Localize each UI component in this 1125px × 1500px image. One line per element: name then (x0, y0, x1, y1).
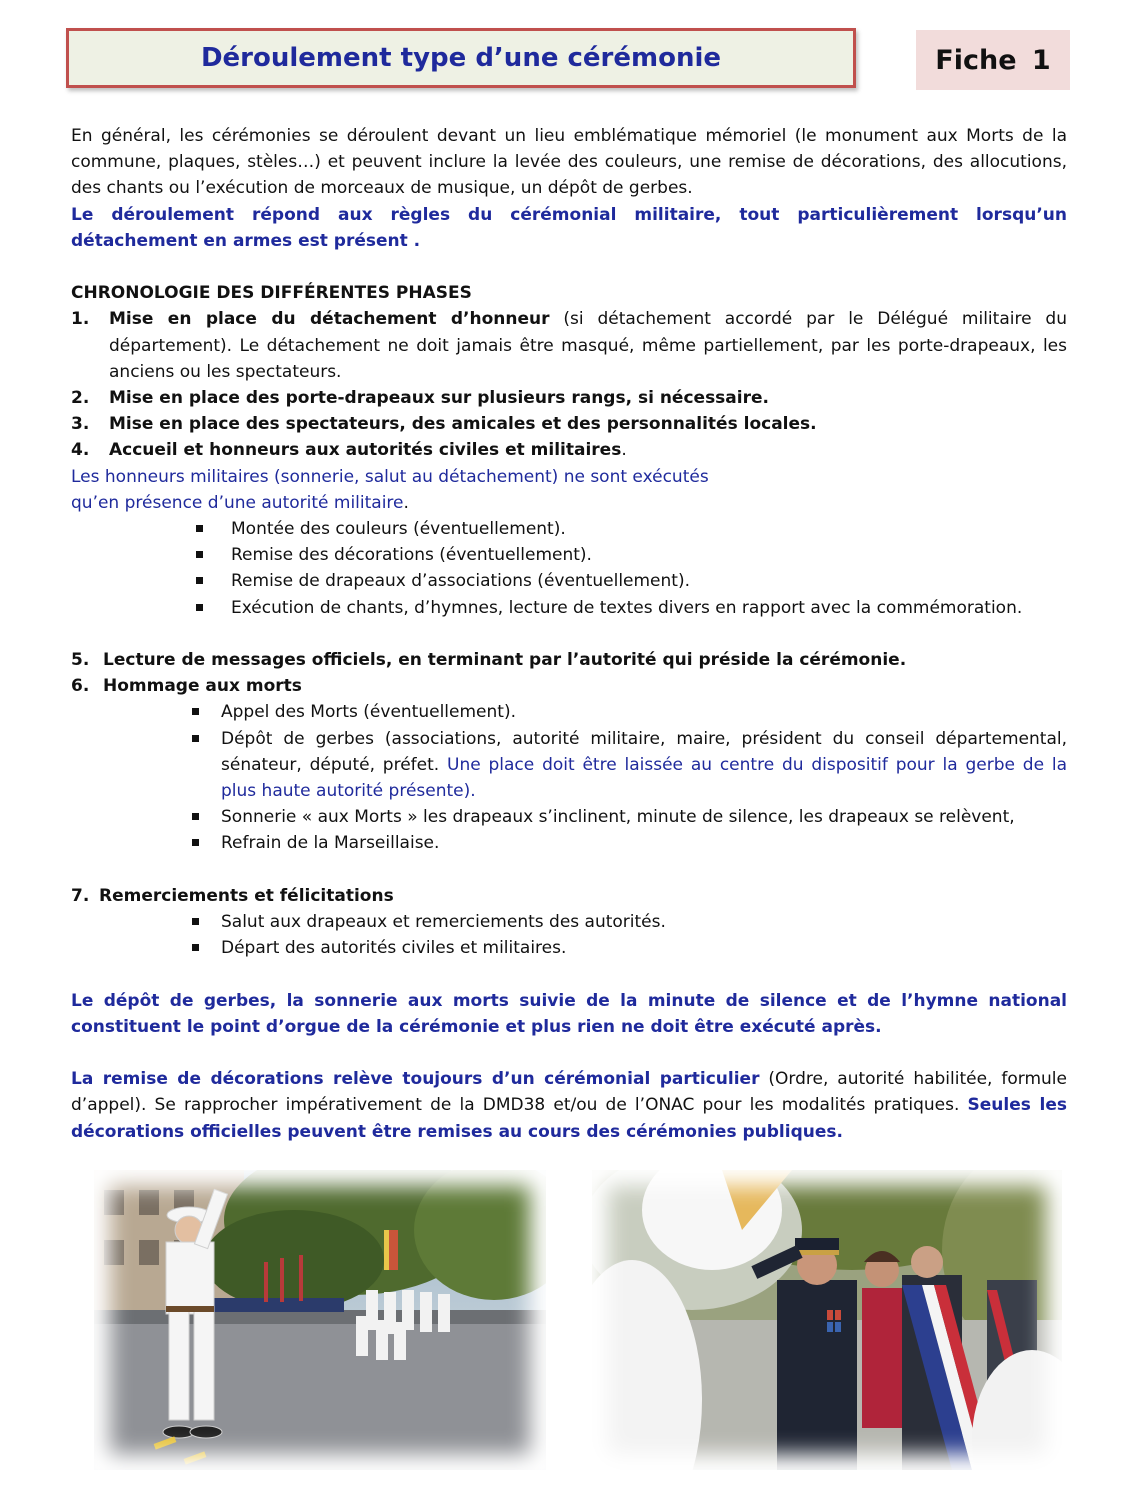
phase-1-title: Mise en place du détachement d’honneur (109, 309, 550, 330)
chronology-heading: CHRONOLOGIE DES DIFFÉRENTES PHASES (71, 283, 472, 304)
list-item: Montée des couleurs (éventuellement). (196, 516, 1067, 542)
phase-2-title: Mise en place des porte-drapeaux sur plusieurs rangs, si nécessaire. (109, 388, 769, 409)
list-item: Dépôt de gerbes (associations, autorité militaire, maire, président du conseil départemental, sénateur, député, préfet. Une place doit être laissée au centre du dispositif pour la gerbe de la plus haute autorité présente). (192, 726, 1067, 805)
list-item: Refrain de la Marseillaise. (192, 830, 1067, 856)
page-title: Déroulement type d’une cérémonie (200, 43, 722, 73)
phase-4-title: Accueil et honneurs aux autorités civiles et militaires (109, 440, 622, 461)
document-body (71, 123, 1067, 1145)
list-item: Départ des autorités civiles et militaires. (192, 935, 1067, 961)
bullet-icon (192, 804, 221, 830)
phase-6-title: Hommage aux morts (103, 676, 302, 697)
bullet-icon (192, 909, 221, 935)
officers-photo (592, 1170, 1062, 1470)
phase-item-1: 1. Mise en place du détachement d’honneur (si détachement accordé par le Délégué militaire du département). Le détachement ne doit jamais être masqué, même partiellement, par les porte-drapeaux, les anciens ou les spectateurs. (71, 309, 1067, 382)
title-box (66, 28, 856, 88)
fiche-label: Fiche 1 (935, 44, 1051, 76)
phase-7-title: Remerciements et félicitations (99, 885, 394, 906)
phase-item-7: 7. Remerciements et félicitations (71, 883, 1067, 909)
phase-item-6: 6. Hommage aux morts (71, 673, 1067, 699)
honours-note-line-1: Les honneurs militaires (sonnerie, salut au détachement) ne sont exécutés (71, 466, 709, 487)
bullet-icon (196, 516, 231, 542)
list-item: Sonnerie « aux Morts » les drapeaux s’inclinent, minute de silence, les drapeaux se relèvent, (192, 804, 1067, 830)
phase-item-4: 4. Accueil et honneurs aux autorités civiles et militaires. (71, 440, 627, 461)
list-item: Remise des décorations (éventuellement). (196, 542, 1067, 568)
bullet-icon (192, 699, 221, 725)
list-item: Exécution de chants, d’hymnes, lecture de textes divers en rapport avec la commémoration. (196, 595, 1067, 621)
honours-note-line-2: qu’en présence d’une autorité militaire. (71, 492, 409, 513)
list-item: Salut aux drapeaux et remerciements des autorités. (192, 909, 1067, 935)
phase-5-title: Lecture de messages officiels, en terminant par l’autorité qui préside la cérémonie. (103, 650, 907, 671)
intro-rule: Le déroulement répond aux règles du cérémonial militaire, tout particulièrement lorsqu’un détachement en armes est présent . (71, 204, 1067, 251)
bullet-icon (196, 568, 231, 594)
bullet-icon (192, 830, 221, 856)
phase-1-text: (si détachement accordé par le Délégué militaire du département). Le détachement ne doit jamais être masqué, même partiellement, par les porte-drapeaux, les anciens ou les spectateurs. (109, 309, 1067, 382)
phase-item-3: 3. Mise en place des spectateurs, des amicales et des personnalités locales. (71, 411, 1067, 437)
bullet-icon (192, 726, 221, 805)
fiche-badge (916, 30, 1070, 90)
bullet-icon (192, 935, 221, 961)
list-item: Remise de drapeaux d’associations (éventuellement). (196, 568, 1067, 594)
point-orgue-paragraph: Le dépôt de gerbes, la sonnerie aux morts suivie de la minute de silence et de l’hymne national constituent le point d’orgue de la cérémonie et plus rien ne doit être exécuté après. (71, 990, 1067, 1037)
phase-3-title: Mise en place des spectateurs, des amicales et des personnalités locales. (109, 414, 817, 435)
phase-item-2: 2. Mise en place des porte-drapeaux sur plusieurs rangs, si nécessaire. (71, 385, 1067, 411)
bullet-icon (196, 542, 231, 568)
parade-photo (94, 1170, 546, 1470)
intro-paragraph: En général, les cérémonies se déroulent devant un lieu emblématique mémoriel (le monument aux Morts de la commune, plaques, stèles…) et peuvent inclure la levée des couleurs, une remise de décorations, des allocutions, des chants ou l’exécution de morceaux de musique, un dépôt de gerbes. (71, 126, 1067, 199)
bullet-icon (196, 595, 231, 621)
phase-item-5: 5. Lecture de messages officiels, en terminant par l’autorité qui préside la cérémonie. (71, 647, 1067, 673)
list-item: Appel des Morts (éventuellement). (192, 699, 1067, 725)
decorations-paragraph: La remise de décorations relève toujours d’un cérémonial particulier (Ordre, autorité habilitée, formule d’appel). Se rapprocher impérativement de la DMD38 et/ou de l’ONAC pour les modalités pratiques. Seules les décorations officielles peuvent être remises au cours des cérémonies publiques. (71, 1069, 1067, 1142)
